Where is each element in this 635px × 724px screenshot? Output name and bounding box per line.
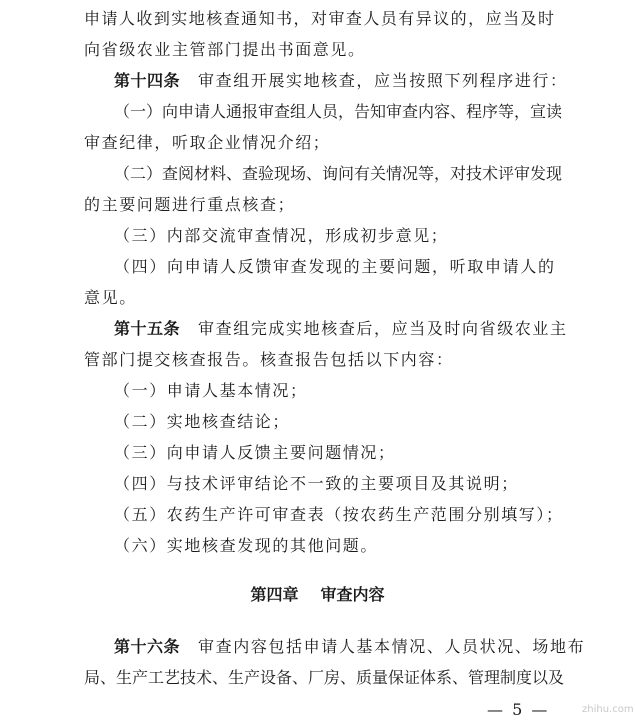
- paragraph-line: 审查纪律，听取企业情况介绍；: [84, 133, 331, 152]
- paragraph-line: 局、生产工艺技术、生产设备、厂房、质量保证体系、管理制度以及: [84, 668, 565, 687]
- paragraph-line: 申请人收到实地核查通知书，对审查人员有异议的，应当及时: [84, 9, 554, 28]
- article-text: 审查组开展实地核查，应当按照下列程序进行：: [198, 71, 568, 90]
- list-item: （五）农药生产许可审查表（按农药生产范围分别填写）；: [114, 505, 564, 524]
- list-item: （四）与技术评审结论不一致的主要项目及其说明；: [114, 474, 519, 493]
- list-item: （一）申请人基本情况；: [114, 381, 308, 400]
- list-item: （三）向申请人反馈主要问题情况；: [114, 443, 396, 462]
- page-number: — 5 —: [487, 700, 550, 719]
- paragraph-line: 的主要问题进行重点核查；: [84, 195, 296, 214]
- article-16: [114, 635, 586, 659]
- article-15: [114, 317, 568, 341]
- watermark: zhihu.com: [582, 704, 634, 715]
- article-text: 审查内容包括申请人基本情况、人员状况、场地布: [198, 637, 586, 656]
- chapter-title: 审查内容: [320, 585, 385, 604]
- article-text: 审查组完成实地核查后，应当及时向省级农业主: [198, 319, 568, 338]
- list-item: （二）查阅材料、查验现场、询问有关情况等，对技术评审发现: [114, 164, 563, 183]
- paragraph-line: 意见。: [84, 288, 137, 307]
- list-item: （一）向申请人通报审查组人员，告知审查内容、程序等，宣读: [114, 102, 563, 121]
- article-title: 第十四条: [114, 71, 181, 90]
- chapter-number: 第四章: [250, 585, 299, 604]
- article-14: [114, 69, 568, 93]
- paragraph-line: 管部门提交核查报告。核查报告包括以下内容：: [84, 350, 454, 369]
- chapter-heading: [0, 583, 635, 607]
- paragraph-line: 向省级农业主管部门提出书面意见。: [84, 40, 366, 59]
- list-item: （三）内部交流审查情况，形成初步意见；: [114, 226, 449, 245]
- article-title: 第十六条: [114, 637, 181, 656]
- list-item: （四）向申请人反馈审查发现的主要问题，听取申请人的: [114, 257, 554, 276]
- list-item: （六）实地核查发现的其他问题。: [114, 536, 379, 555]
- list-item: （二）实地核查结论；: [114, 412, 291, 431]
- article-title: 第十五条: [114, 319, 181, 338]
